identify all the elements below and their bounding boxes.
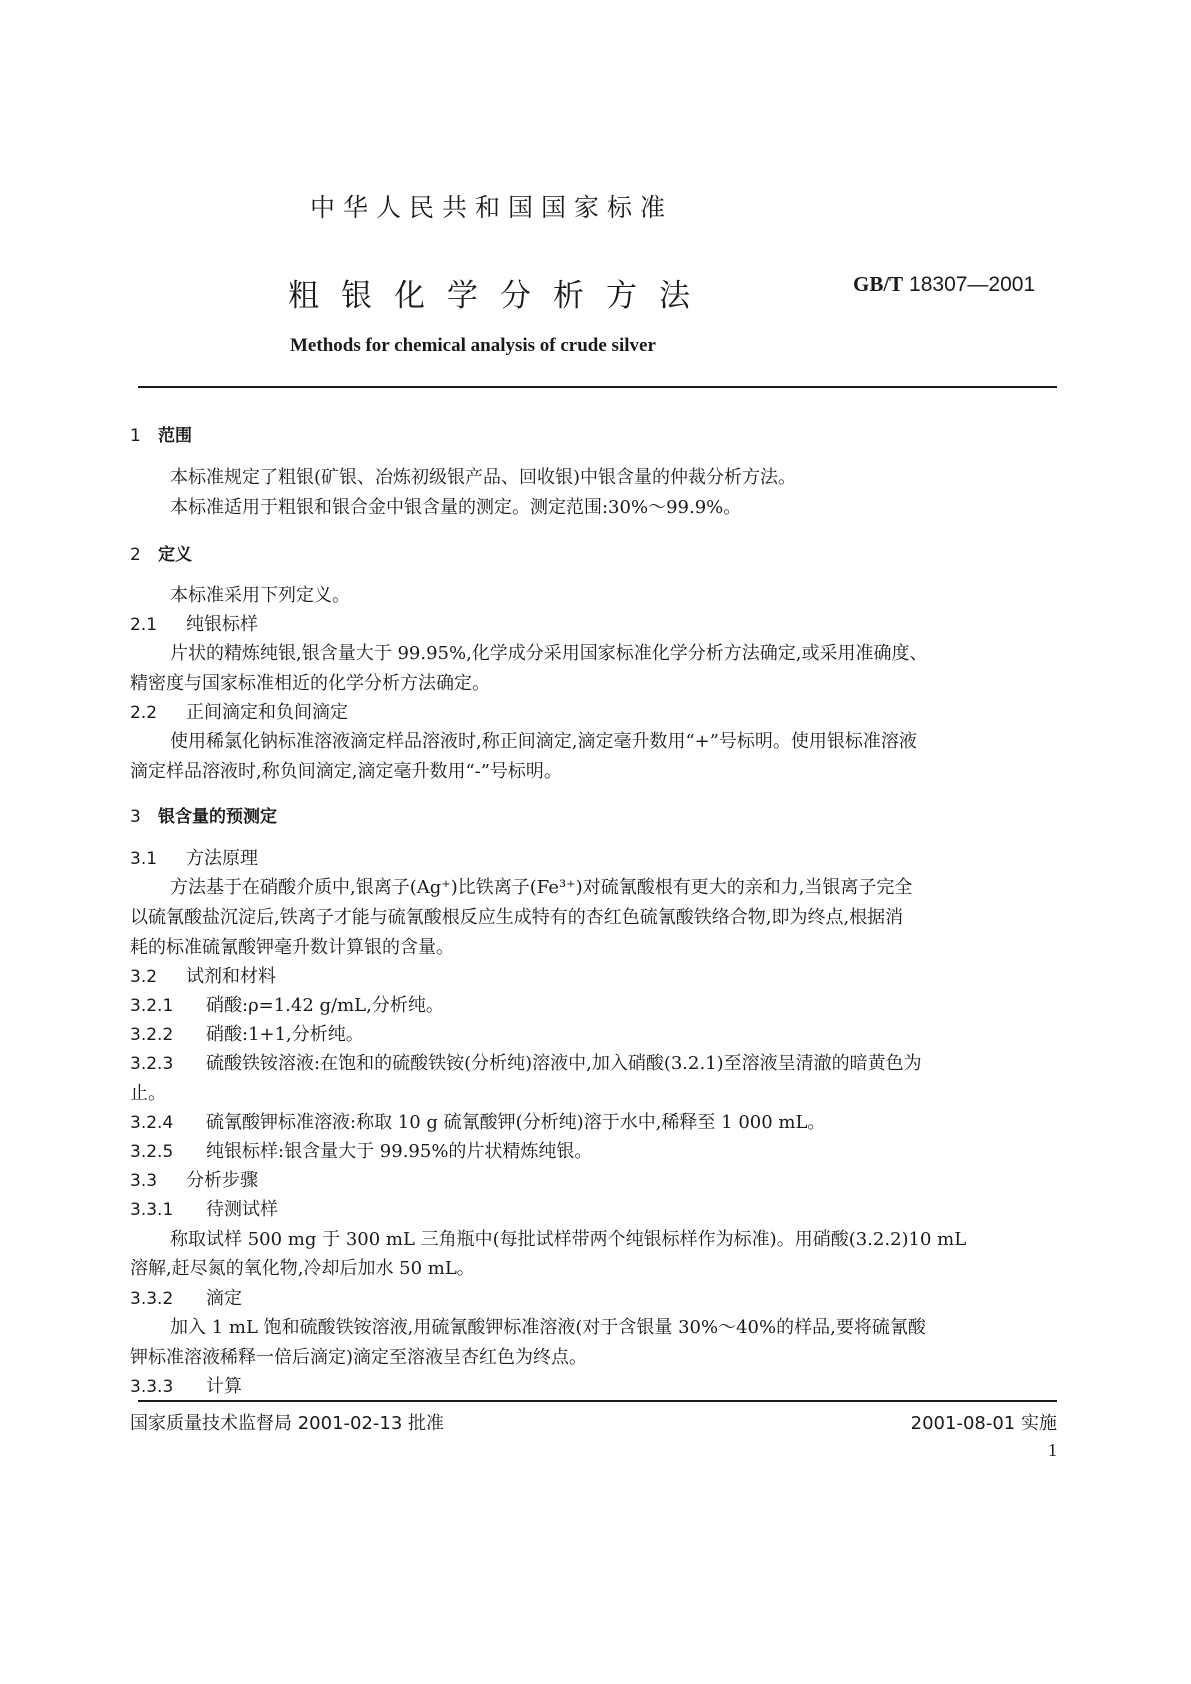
section-3-heading: 3 银含量的预测定 [130, 807, 277, 827]
standard-prefix: GB/T [853, 272, 904, 296]
effective-date: 2001-08-01 实施 [910, 1413, 1057, 1434]
subsection-3-1-heading: 3.1 方法原理 [130, 848, 258, 869]
subsection-2-2-line-2: 滴定样品溶液时,称负间滴定,滴定毫升数用“-”号标明。 [130, 761, 562, 782]
item-3-2-4: 3.2.4 硫氰酸钾标准溶液:称取 10 g 硫氰酸钾(分析纯)溶于水中,稀释至 1 000 mL。 [130, 1112, 826, 1133]
item-3-3-3-heading: 3.3.3 计算 [130, 1376, 242, 1397]
document-title: 粗银化学分析方法 [288, 278, 712, 314]
subsection-2-1-line-2: 精密度与国家标准相近的化学分析方法确定。 [130, 673, 490, 694]
section-1-heading: 1 范围 [130, 426, 192, 446]
item-3-3-2-line-1: 加入 1 mL 饱和硫酸铁铵溶液,用硫氰酸钾标准溶液(对于含银量 30%～40%的样品,要将硫氰酸 [170, 1317, 926, 1338]
subsection-2-2-heading: 2.2 正间滴定和负间滴定 [130, 702, 348, 723]
country-standard-label: 中华人民共和国国家标准 [310, 193, 674, 222]
subsection-3-1-line-3: 耗的标准硫氰酸钾毫升数计算银的含量。 [130, 937, 454, 958]
section-1-paragraph-1: 本标准规定了粗银(矿银、冶炼初级银产品、回收银)中银含量的仲裁分析方法。 [170, 467, 797, 488]
subsection-3-1-line-2: 以硫氰酸盐沉淀后,铁离子才能与硫氰酸根反应生成特有的杏红色硫氰酸铁络合物,即为终点,根据消 [130, 907, 904, 928]
item-3-3-1-heading: 3.3.1 待测试样 [130, 1199, 278, 1220]
item-3-2-3: 3.2.3 硫酸铁铵溶液:在饱和的硫酸铁铵(分析纯)溶液中,加入硝酸(3.2.1)至溶液呈清澈的暗黄色为 [130, 1053, 922, 1074]
subsection-3-1-line-1: 方法基于在硝酸介质中,银离子(Ag⁺)比铁离子(Fe³⁺)对硫氰酸根有更大的亲和力,当银离子完全 [170, 877, 913, 898]
page-number: 1 [1048, 1440, 1057, 1460]
section-2-paragraph-1: 本标准采用下列定义。 [170, 585, 350, 606]
section-2-heading: 2 定义 [130, 545, 192, 565]
item-3-2-1: 3.2.1 硝酸:ρ=1.42 g/mL,分析纯。 [130, 995, 444, 1016]
section-1-paragraph-2: 本标准适用于粗银和银合金中银含量的测定。测定范围:30%～99.9%。 [170, 497, 742, 518]
standard-number [853, 272, 1035, 297]
item-3-2-3-continuation: 止。 [130, 1083, 166, 1104]
subsection-3-3-heading: 3.3 分析步骤 [130, 1170, 258, 1191]
subsection-2-1-heading: 2.1 纯银标样 [130, 614, 258, 635]
footer-divider [138, 1400, 1057, 1402]
subsection-2-2-line-1: 使用稀氯化钠标准溶液滴定样品溶液时,称正间滴定,滴定毫升数用“+”号标明。使用银标准溶液 [170, 731, 917, 752]
header-divider [138, 386, 1057, 388]
standard-code: 18307—2001 [909, 273, 1036, 296]
english-title: Methods for chemical analysis of crude silver [290, 335, 656, 356]
item-3-3-2-heading: 3.3.2 滴定 [130, 1288, 242, 1309]
item-3-3-1-line-2: 溶解,赶尽氮的氧化物,冷却后加水 50 mL。 [130, 1258, 475, 1279]
item-3-2-2: 3.2.2 硝酸:1+1,分析纯。 [130, 1024, 364, 1045]
item-3-3-1-line-1: 称取试样 500 mg 于 300 mL 三角瓶中(每批试样带两个纯银标样作为标准)。用硝酸(3.2.2)10 mL [170, 1229, 967, 1250]
subsection-3-2-heading: 3.2 试剂和材料 [130, 966, 276, 987]
item-3-3-2-line-2: 钾标准溶液稀释一倍后滴定)滴定至溶液呈杏红色为终点。 [130, 1347, 588, 1368]
subsection-2-1-line-1: 片状的精炼纯银,银含量大于 99.95%,化学成分采用国家标准化学分析方法确定,或采用准确度、 [170, 643, 928, 664]
item-3-2-5: 3.2.5 纯银标样:银含量大于 99.95%的片状精炼纯银。 [130, 1141, 593, 1162]
approval-date: 国家质量技术监督局 2001-02-13 批准 [130, 1413, 445, 1434]
